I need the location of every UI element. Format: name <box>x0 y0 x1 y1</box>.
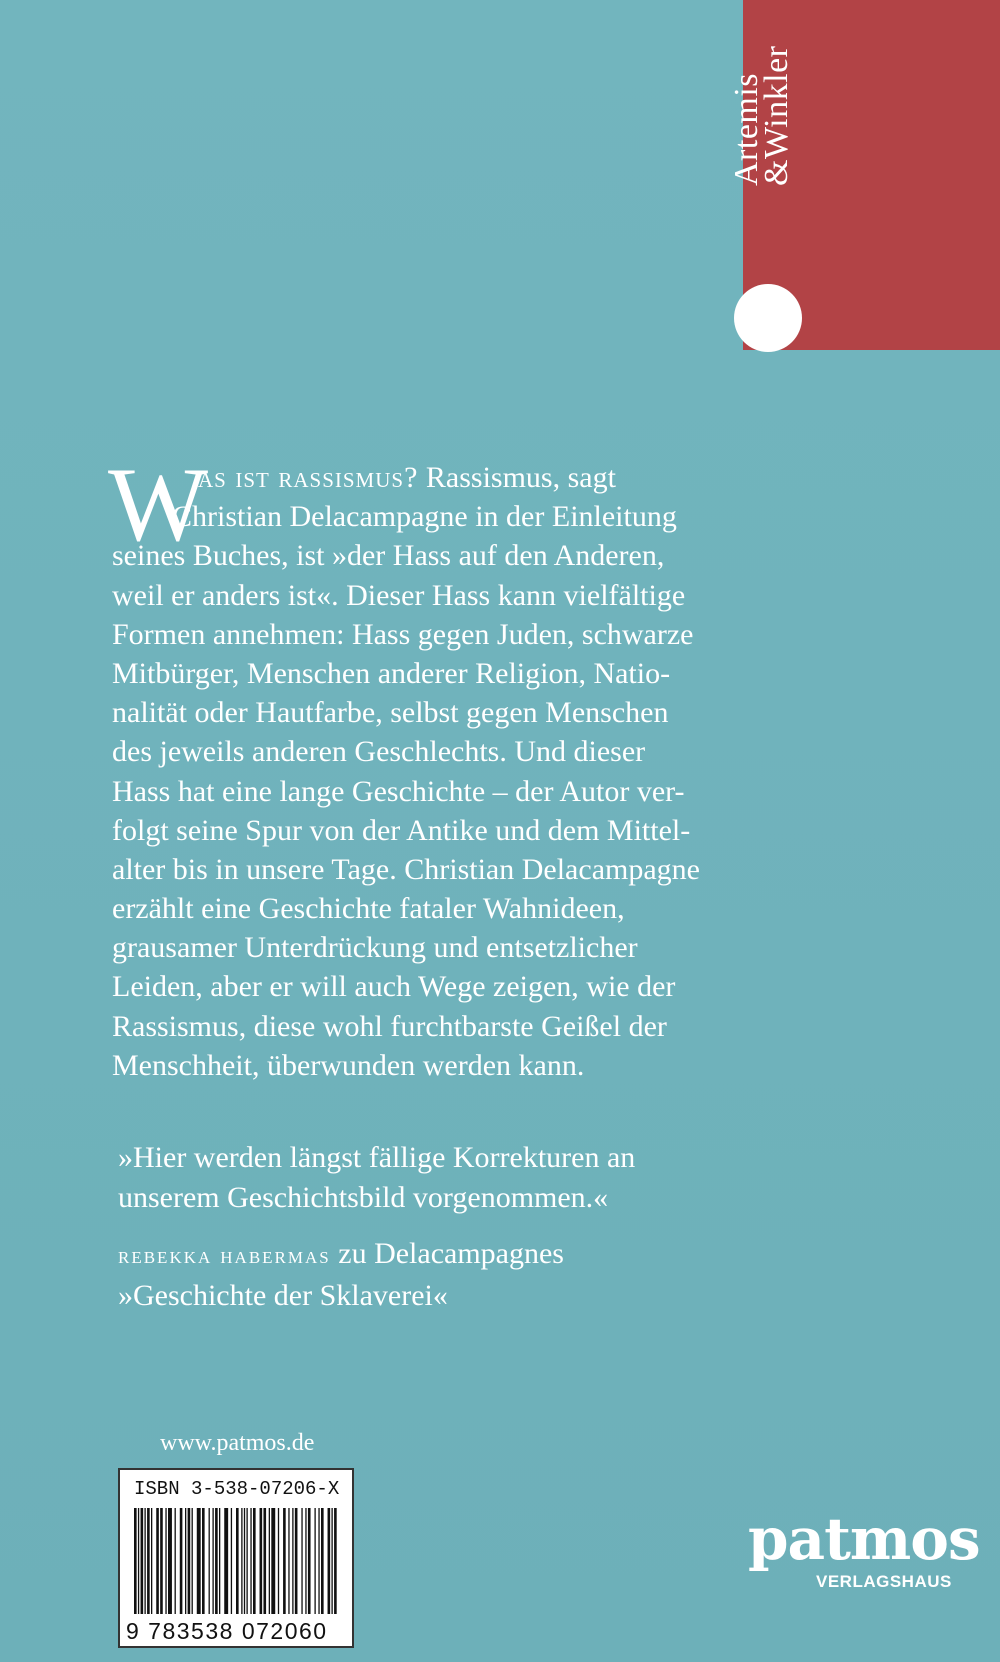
patmos-wordmark: patmos <box>748 1505 980 1573</box>
blurb-line: des jeweils anderen Geschlechts. Und dieser <box>112 735 646 769</box>
barcode-bar <box>224 1508 228 1614</box>
barcode-bar <box>288 1508 289 1614</box>
barcode-bar <box>236 1508 239 1614</box>
blurb-line: Menschheit, überwunden werden kann. <box>112 1048 585 1082</box>
barcode-bar <box>246 1508 247 1614</box>
review-quote <box>118 1138 758 1218</box>
barcode-bar <box>209 1508 210 1614</box>
blurb-line: alter bis in unsere Tage. Christian Delacampagne <box>112 852 700 886</box>
barcode-bar <box>188 1508 191 1614</box>
barcode-bar <box>278 1508 279 1614</box>
barcode-bar <box>241 1508 242 1614</box>
barcode-bar <box>260 1508 263 1614</box>
quote-line: unserem Geschichtsbild vorgenommen.« <box>118 1181 609 1214</box>
barcode-bar <box>168 1508 172 1614</box>
barcode-bar <box>295 1508 298 1614</box>
barcode-bar <box>271 1508 275 1614</box>
blurb-line: Formen annehmen: Hass gegen Juden, schwarze <box>112 617 694 651</box>
barcode-bar <box>292 1508 293 1614</box>
attribution-line2: »Geschichte der Sklaverei« <box>118 1279 448 1312</box>
barcode-bar <box>141 1508 144 1614</box>
blurb-line: nalität oder Hautfarbe, selbst gegen Menschen <box>112 696 669 730</box>
publisher-imprint-line2: &Winkler <box>758 45 795 186</box>
barcode-bar <box>244 1508 245 1614</box>
blurb-line: grausamer Unterdrückung und entsetzlicher <box>112 931 638 965</box>
blurb-line: Mitbürger, Menschen anderer Religion, Natio- <box>112 656 671 690</box>
barcode-bar <box>318 1508 319 1614</box>
attribution-name: rebekka habermas <box>118 1243 331 1269</box>
barcode-bar <box>180 1508 183 1614</box>
barcode-bar <box>175 1508 176 1614</box>
barcode-bar <box>160 1508 163 1614</box>
barcode-bar <box>308 1508 311 1614</box>
barcode-bar <box>314 1508 315 1614</box>
barcode-bar <box>138 1508 139 1614</box>
barcode-bars <box>130 1508 344 1618</box>
ean-number: 9 783538 072060 <box>126 1618 328 1644</box>
publisher-imprint-line1: Artemis <box>728 72 765 186</box>
barcode-bar <box>185 1508 186 1614</box>
barcode-bar <box>156 1508 159 1614</box>
barcode-bar <box>134 1508 137 1614</box>
barcode-bar <box>328 1508 331 1614</box>
barcode-bar <box>334 1508 337 1614</box>
blurb-text <box>112 458 752 1085</box>
barcode-bar <box>215 1508 218 1614</box>
attribution-rest: zu Delacampagnes <box>330 1237 564 1270</box>
quote-attribution <box>118 1234 758 1316</box>
barcode-bar <box>250 1508 251 1614</box>
barcode-bar <box>283 1508 286 1614</box>
barcode-bar <box>321 1508 324 1614</box>
blurb-lead-in: as ist rassismus? <box>198 461 419 494</box>
barcode-bar <box>305 1508 306 1614</box>
isbn-text: ISBN 3-538-07206-X <box>134 1478 340 1500</box>
attribution-line <box>118 1234 758 1276</box>
barcode-bar <box>144 1508 145 1614</box>
blurb-line: Hass hat eine lange Geschichte – der Autor ver- <box>112 774 685 808</box>
barcode-bar <box>231 1508 232 1614</box>
barcode-bar <box>219 1508 220 1614</box>
barcode-bar <box>197 1508 201 1614</box>
blurb-line: Leiden, aber er will auch Wege zeigen, wie der <box>112 970 676 1004</box>
barcode-bar <box>192 1508 193 1614</box>
barcode-bar <box>253 1508 256 1614</box>
barcode-bar <box>165 1508 166 1614</box>
quote-line: »Hier werden längst fällige Korrekturen an <box>118 1141 636 1174</box>
patmos-logo <box>748 1505 980 1600</box>
barcode-bar <box>212 1508 213 1614</box>
isbn-barcode <box>118 1468 354 1648</box>
artemis-winkler-logo <box>728 0 795 186</box>
barcode-bar <box>151 1508 152 1614</box>
barcode-bar <box>331 1508 332 1614</box>
patmos-verlagshaus: VERLAGSHAUS <box>816 1572 952 1591</box>
barcode-bar <box>269 1508 270 1614</box>
publisher-logo-circle <box>734 284 802 352</box>
publisher-url[interactable]: www.patmos.de <box>160 1430 315 1456</box>
blurb-line <box>112 458 752 497</box>
blurb-line-text: Rassismus, sagt <box>418 461 616 494</box>
barcode-bar <box>147 1508 150 1614</box>
barcode-bar <box>263 1508 266 1614</box>
blurb-line: Rassismus, diese wohl furchtbarste Geißel der <box>112 1009 667 1043</box>
blurb-line: folgt seine Spur von der Antike und dem Mittel- <box>112 813 691 847</box>
blurb-line: erzählt eine Geschichte fataler Wahnideen, <box>112 892 625 926</box>
blurb-line: weil er anders ist«. Dieser Hass kann vielfältige <box>112 578 686 612</box>
barcode-bar <box>202 1508 205 1614</box>
blurb-line: seines Buches, ist »der Hass auf den Anderen, <box>112 539 665 573</box>
blurb-line: Christian Delacampagne in der Einleitung <box>172 500 677 534</box>
barcode-bar <box>301 1508 302 1614</box>
drop-cap: W <box>108 446 209 563</box>
